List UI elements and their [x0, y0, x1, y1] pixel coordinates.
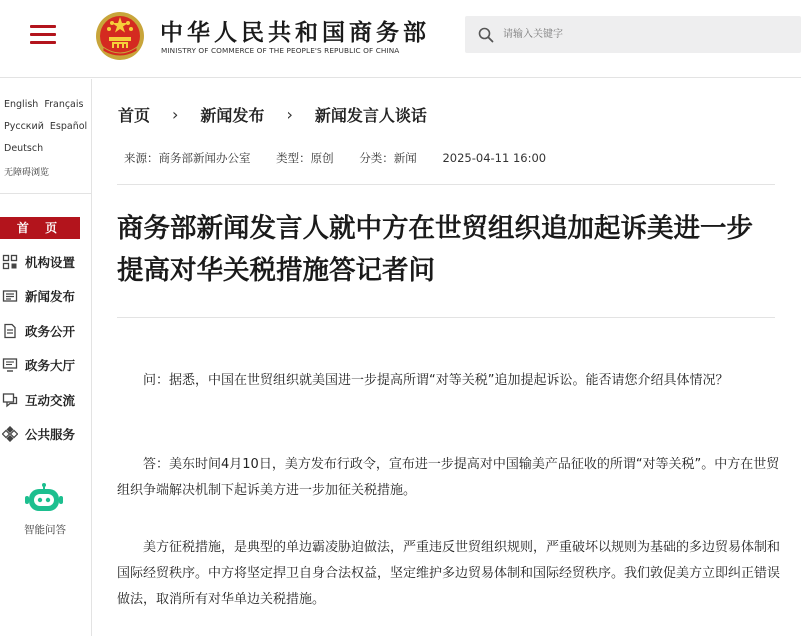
robot-assistant-icon[interactable] — [25, 482, 63, 518]
search-input[interactable] — [503, 24, 783, 44]
sidebar-item-label: 机构设置 — [25, 255, 76, 270]
meta-source: 来源：商务部新闻办公室 — [124, 151, 251, 165]
lang-english[interactable]: English — [4, 99, 39, 110]
breadcrumb-news[interactable]: 新闻发布 — [200, 106, 265, 125]
language-row — [4, 143, 49, 154]
article-paragraph: 答：美东时间4月10日，美方发布行政令，宣布进一步提高对中国输美产品征收的所谓“对等关税”。中方在世贸组织争端解决机制下起诉美方进一步加征关税措施。 — [117, 457, 780, 498]
logo-title-en: MINISTRY OF COMMERCE OF THE PEOPLE'S REPUBLIC OF CHINA — [161, 46, 400, 55]
sidebar-item-label: 政务大厅 — [25, 358, 76, 373]
breadcrumb-spokesperson[interactable]: 新闻发言人谈话 — [314, 106, 427, 125]
article-paragraph: 问：据悉，中国在世贸组织就美国进一步提高所谓“对等关税”追加提起诉讼。能否请您介绍具体情况？ — [143, 373, 729, 388]
lang-german[interactable]: Deutsch — [4, 143, 44, 154]
service-icon — [2, 426, 18, 442]
sidebar-item-label: 互动交流 — [25, 393, 76, 408]
assistant-label[interactable]: 智能问答 — [24, 524, 66, 536]
language-row — [4, 121, 93, 132]
menu-icon[interactable] — [30, 25, 56, 45]
sidebar-item-label: 公共服务 — [25, 427, 76, 442]
divider — [117, 184, 775, 185]
sidebar-item-news[interactable] — [0, 284, 90, 308]
sidebar-item-interaction[interactable] — [0, 388, 90, 412]
site-header — [0, 0, 801, 78]
sidebar-item-organization[interactable] — [0, 250, 90, 274]
sidebar-item-home[interactable]: 首 页 — [0, 217, 80, 239]
article-meta — [124, 150, 568, 166]
sidebar-item-label: 新闻发布 — [25, 289, 76, 304]
monitor-icon — [2, 357, 18, 373]
breadcrumb-home[interactable]: 首页 — [118, 106, 151, 125]
accessibility-link[interactable]: 无障碍浏览 — [4, 168, 50, 178]
grid-icon — [2, 254, 18, 270]
national-emblem-icon[interactable] — [95, 11, 145, 61]
sidebar — [0, 79, 92, 636]
language-row — [4, 99, 89, 110]
article-paragraph: 美方征税措施，是典型的单边霸凌胁迫做法，严重违反世贸组织规则，严重破坏以规则为基础的多边贸易体制和国际经贸秩序。中方将坚定捍卫自身合法权益，坚定维护多边贸易体制和国际经贸秩序。我们敦促美方立即纠正错误做法，取消所有对华单边关税措施。 — [117, 540, 781, 607]
logo-title-cn[interactable]: 中华人民共和国商务部 — [160, 20, 430, 46]
sidebar-item-government-affairs[interactable] — [0, 319, 90, 343]
divider — [117, 317, 775, 318]
sidebar-item-label: 政务公开 — [25, 324, 76, 339]
meta-type: 类型：原创 — [276, 151, 334, 165]
sidebar-divider — [0, 193, 91, 194]
sidebar-item-service-hall[interactable] — [0, 353, 90, 377]
meta-category: 分类：新闻 — [359, 151, 417, 165]
chevron-right-icon: › — [286, 105, 293, 124]
breadcrumb — [118, 103, 427, 126]
lang-russian[interactable]: Русский — [4, 121, 44, 132]
article-title: 商务部新闻发言人就中方在世贸组织追加起诉美进一步提高对华关税措施答记者问 — [117, 213, 753, 286]
chat-icon — [2, 392, 18, 408]
search-icon[interactable] — [478, 27, 494, 43]
meta-date: 2025-04-11 16:00 — [442, 151, 547, 165]
lang-spanish[interactable]: Español — [49, 121, 88, 132]
lang-french[interactable]: Français — [44, 99, 84, 110]
sidebar-item-public-service[interactable] — [0, 422, 90, 446]
chevron-right-icon: › — [172, 105, 179, 124]
newspaper-icon — [2, 288, 18, 304]
document-icon — [2, 323, 18, 339]
search-box — [465, 16, 801, 53]
